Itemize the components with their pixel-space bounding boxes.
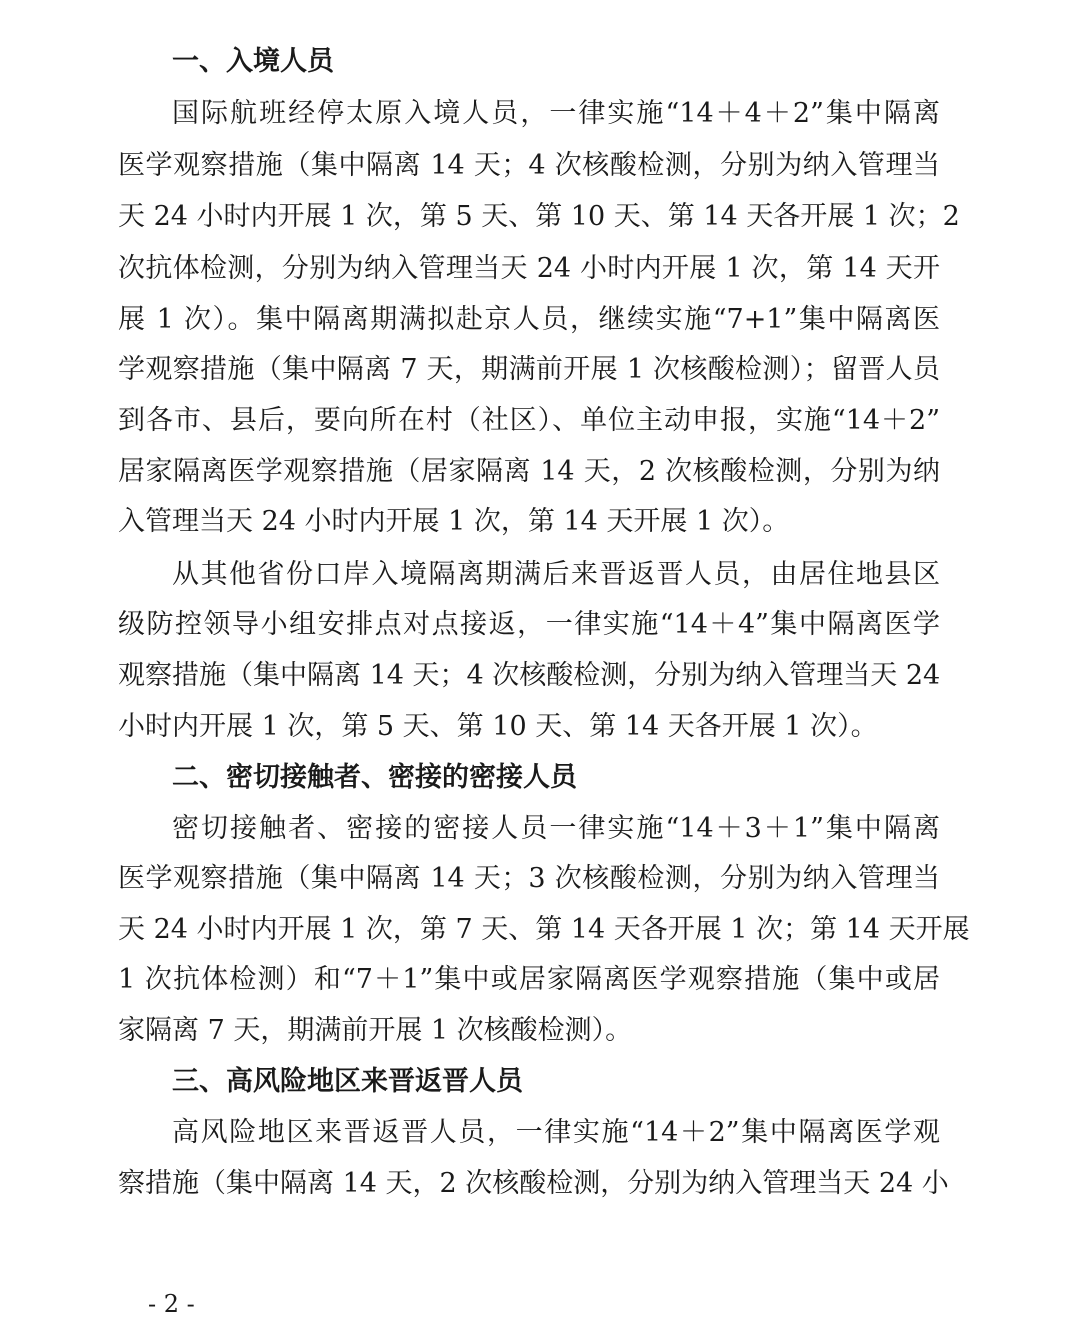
paragraph-line: 国际航班经停太原入境人员，一律实施“14＋4＋2”集中隔离 xyxy=(172,98,940,129)
paragraph-line: 天 24 小时内开展 1 次，第 5 天、第 10 天、第 14 天各开展 1 次；2 xyxy=(118,201,960,232)
paragraph-line: 天 24 小时内开展 1 次，第 7 天、第 14 天各开展 1 次；第 14 天开展 xyxy=(118,914,970,945)
paragraph-line: 密切接触者、密接的密接人员一律实施“14＋3＋1”集中隔离 xyxy=(172,813,940,844)
paragraph-line: 高风险地区来晋返晋人员，一律实施“14＋2”集中隔离医学观 xyxy=(172,1117,940,1148)
paragraph-line: 观察措施（集中隔离 14 天；4 次核酸检测，分别为纳入管理当天 24 xyxy=(118,660,941,691)
paragraph-line: 从其他省份口岸入境隔离期满后来晋返晋人员，由居住地县区 xyxy=(172,559,940,590)
paragraph-line: 居家隔离医学观察措施（居家隔离 14 天，2 次核酸检测，分别为纳 xyxy=(118,456,940,487)
paragraph-line: 级防控领导小组安排点对点接返，一律实施“14＋4”集中隔离医学 xyxy=(118,609,940,640)
paragraph-line: 医学观察措施（集中隔离 14 天；3 次核酸检测，分别为纳入管理当 xyxy=(118,863,940,894)
paragraph-line: 家隔离 7 天，期满前开展 1 次核酸检测）。 xyxy=(118,1015,633,1046)
paragraph-line: 次抗体检测，分别为纳入管理当天 24 小时内开展 1 次，第 14 天开 xyxy=(118,253,940,284)
paragraph-line: 到各市、县后，要向所在村（社区）、单位主动申报，实施“14＋2” xyxy=(118,405,940,436)
paragraph-line: 小时内开展 1 次，第 5 天、第 10 天、第 14 天各开展 1 次）。 xyxy=(118,711,878,742)
paragraph-line: 展 1 次）。集中隔离期满拟赴京人员，继续实施“7+1”集中隔离医 xyxy=(118,304,940,335)
paragraph-line: 学观察措施（集中隔离 7 天，期满前开展 1 次核酸检测）；留晋人员 xyxy=(118,354,940,385)
section-heading: 三、高风险地区来晋返晋人员 xyxy=(172,1066,523,1097)
paragraph-line: 医学观察措施（集中隔离 14 天；4 次核酸检测，分别为纳入管理当 xyxy=(118,150,940,181)
section-heading: 二、密切接触者、密接的密接人员 xyxy=(172,762,577,793)
paragraph-line: 察措施（集中隔离 14 天，2 次核酸检测，分别为纳入管理当天 24 小 xyxy=(118,1168,949,1199)
paragraph-line: 1 次抗体检测）和“7＋1”集中或居家隔离医学观察措施（集中或居 xyxy=(118,964,940,995)
page-number: - 2 - xyxy=(148,1290,195,1318)
section-heading: 一、入境人员 xyxy=(172,46,334,77)
paragraph-line: 入管理当天 24 小时内开展 1 次，第 14 天开展 1 次）。 xyxy=(118,506,790,537)
